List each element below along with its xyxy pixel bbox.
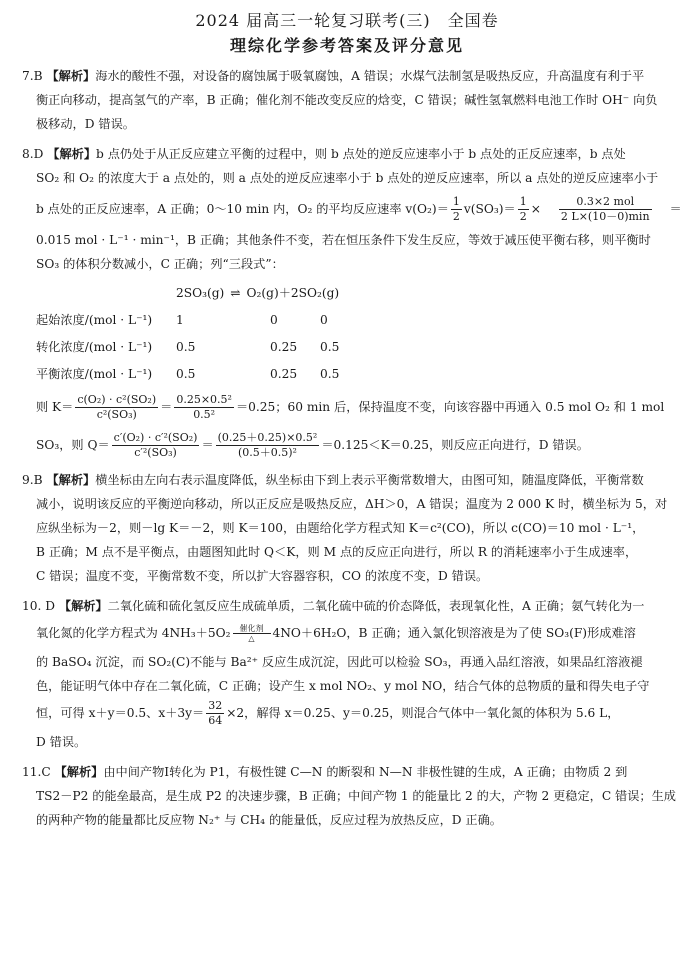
q7-number: 7.B: [22, 69, 43, 83]
exam-title: 2024 届高三一轮复习联考(三) 全国卷: [195, 11, 499, 30]
q9-line2: 减小，说明该反应的平衡逆向移动，所以正反应是吸热反应，ΔH＞0，A 错误；温度为 2 000 K 时，横坐标为 5，对: [36, 497, 668, 511]
q10-line1: 二氧化硫和硫化氢反应生成硫单质，二氧化硫中硫的价态降低，表现氧化性，A 正确；氨气转化为一: [107, 599, 645, 613]
row-label: 平衡浓度/(mol · L⁻¹): [36, 367, 153, 381]
question-11: [22, 760, 676, 832]
question-9: [22, 468, 672, 588]
frac-numerator: c′(O₂) · c′²(SO₂): [113, 431, 198, 444]
answer-key-title: 理综化学参考答案及评分意见: [229, 36, 464, 55]
frac-numerator: 1: [519, 195, 527, 208]
q7-line2: 衡正向移动，提高氢气的产率，B 正确；催化剂不能改变反应的焓变，C 错误；碱性氢氧燃料电池工作时 OH⁻ 向负: [36, 93, 658, 107]
q10-line2: [22, 618, 672, 648]
q8-line5: SO₃ 的体积分数减小，C 正确；列“三段式”：: [36, 257, 284, 271]
q-prefix: SO₃，则 Q＝: [36, 438, 110, 452]
fraction-32-64: [206, 699, 224, 728]
fraction-q-values: [216, 431, 320, 460]
cell-so2: 0: [320, 313, 328, 327]
q9-line5: C 错误；温度不变，平衡常数不变，所以扩大容器容积，CO 的浓度不变，D 错误。: [36, 569, 489, 583]
frac-denominator: (0.5＋0.5)²: [237, 446, 297, 459]
heat-symbol: △: [248, 634, 255, 643]
k-equals: ＝: [160, 400, 173, 414]
cell-so2: 0.5: [320, 367, 340, 381]
q7-line3: 极移动，D 错误。: [36, 117, 135, 131]
q8-line4: 0.015 mol · L⁻¹ · min⁻¹，B 正确；其他条件不变，若在恒压条件下发生反应，等效于减压使平衡右移，则平衡时: [36, 233, 651, 247]
frac-denominator: 2: [519, 210, 527, 223]
q8-q-line: [22, 430, 672, 460]
table-row: [36, 361, 672, 388]
cell-so3: 0.5: [176, 340, 196, 354]
q8-line2: SO₂ 和 O₂ 的浓度大于 a 点处的，则 a 点处的逆反应速率小于 b 点处的逆反应速率，所以 a 点处的逆反应速率小于: [36, 171, 659, 185]
q8-line3-times: ×: [530, 202, 541, 216]
eq-reactant: 2SO₃(g): [176, 286, 225, 300]
k-prefix: 则 K＝: [36, 400, 74, 414]
frac-numerator: 1: [452, 195, 460, 208]
eq-arrow: ⇌: [230, 286, 241, 300]
question-8: [22, 142, 682, 460]
q10-line2-part2: 4NO＋6H₂O，B 正确；通入氯化钡溶液是为了使 SO₃(F)形成难溶: [272, 626, 636, 640]
row-label: 转化浓度/(mol · L⁻¹): [36, 340, 153, 354]
q9-line4: B 正确；M 点不是平衡点，由题图知此时 Q＜K，则 M 点的反应正向进行，所以 R 的消耗速率小于生成速率，: [36, 545, 638, 559]
q11-line2: TS2－P2 的能垒最高，是生成 P2 的决速步骤，B 正确；中间产物 1 的能量比 2 的大，产物 2 更稳定，C 错误；生成: [36, 789, 676, 803]
fraction-half-1: [451, 195, 462, 224]
q10-line6: D 错误。: [36, 735, 87, 749]
table-row: [36, 307, 672, 334]
equilibrium-equation: [36, 280, 672, 307]
frac-numerator: (0.25＋0.25)×0.5²: [217, 431, 318, 444]
frac-denominator: 0.5²: [193, 408, 216, 421]
three-stage-table: [22, 280, 672, 388]
catalyst-arrow: [233, 624, 271, 643]
k-suffix: ＝0.25；60 min 后，保持温度不变，向该容器中再通入 0.5 mol O₂ 和 1 mol: [235, 400, 665, 414]
q7-line1: 海水的酸性不强，对设备的腐蚀属于吸氧腐蚀，A 错误；水煤气法制氢是吸热反应，升高温度有利于平: [95, 69, 645, 83]
question-7: [22, 64, 672, 136]
frac-numerator: c(O₂) · c²(SO₂): [77, 393, 157, 406]
frac-denominator: c²(SO₃): [96, 408, 137, 421]
eq-products: O₂(g)＋2SO₂(g): [246, 286, 340, 300]
q10-line5-part1: 恒，可得 x＋y＝0.5、x＋3y＝: [36, 706, 205, 720]
table-row: [36, 334, 672, 361]
q10-line5-part2: ×2，解得 x＝0.25、y＝0.25，则混合气体中一氧化氮的体积为 5.6 L，: [226, 706, 620, 720]
fraction-q-expression: [112, 431, 200, 460]
q10-number: 10. D: [22, 599, 56, 613]
q8-tag: 【解析】: [47, 147, 97, 161]
q10-line2-part1: 氧化氮的化学方程式为 4NH₃＋5O₂: [36, 626, 231, 640]
q10-line4: 色，能证明气体中存在二氧化硫，C 正确；设产生 x mol NO₂、y mol NO，结合气体的总物质的量和得失电子守: [36, 679, 650, 693]
fraction-k-expression: [75, 393, 158, 422]
cell-o2: 0: [270, 313, 278, 327]
q8-k-line: [22, 392, 672, 422]
cell-so3: 1: [176, 313, 184, 327]
q11-line1: 由中间产物Ⅰ转化为 P1，有极性键 C—N 的断裂和 N—N 非极性键的生成，A 正确；由物质 2 到: [103, 765, 628, 779]
q10-line3: 的 BaSO₄ 沉淀，而 SO₂(C)不能与 Ba²⁺ 反应生成沉淀，因此可以检验 SO₃，再通入品红溶液，如果品红溶液褪: [36, 655, 643, 669]
q8-line3-part2: v(SO₃)＝: [463, 202, 516, 216]
frac-numerator: 0.25×0.5²: [176, 393, 232, 406]
fraction-rate: [559, 195, 652, 224]
frac-denominator: c′²(SO₃): [134, 446, 177, 459]
q9-number: 9.B: [22, 473, 43, 487]
q11-line3: 的两种产物的能量都比反应物 N₂⁺ 与 CH₄ 的能量低，反应过程为放热反应，D 正确。: [36, 813, 502, 827]
frac-numerator: 32: [208, 699, 223, 712]
fraction-k-values: [174, 393, 234, 422]
cell-so2: 0.5: [320, 340, 340, 354]
frac-denominator: 64: [208, 714, 223, 727]
q11-tag: 【解析】: [54, 765, 104, 779]
q7-tag: 【解析】: [46, 69, 96, 83]
catalyst-label: 催化剂: [239, 624, 264, 633]
q8-line3-part1: b 点处的正反应速率，A 正确；0～10 min 内，O₂ 的平均反应速率 v(O₂)＝: [36, 202, 449, 216]
frac-numerator: 0.3×2 mol: [559, 195, 652, 210]
row-label: 起始浓度/(mol · L⁻¹): [36, 313, 153, 327]
q11-number: 11.C: [22, 765, 51, 779]
q8-number: 8.D: [22, 147, 44, 161]
q8-line3-equals: ＝: [669, 202, 682, 216]
cell-o2: 0.25: [270, 367, 298, 381]
q10-line5: [22, 698, 672, 728]
frac-denominator: 2 L×(10－0)min: [560, 210, 650, 223]
q9-line3: 应纵坐标为－2，则－lg K＝－2，则 K＝100，由题给化学方程式知 K＝c²(CO)，所以 c(CO)＝10 mol · L⁻¹，: [36, 521, 645, 535]
q-equals: ＝: [201, 438, 214, 452]
frac-denominator: 2: [452, 210, 460, 223]
q8-rate-line: [22, 194, 682, 224]
fraction-half-2: [518, 195, 529, 224]
question-10: [22, 594, 672, 754]
q-suffix: ＝0.125＜K＝0.25，则反应正向进行，D 错误。: [321, 438, 589, 452]
q9-tag: 【解析】: [46, 473, 96, 487]
q9-line1: 横坐标由左向右表示温度降低，纵坐标由下到上表示平衡常数增大，由图可知，随温度降低，平衡常数: [95, 473, 644, 487]
q8-line1: b 点仍处于从正反应建立平衡的过程中，则 b 点处的逆反应速率小于 b 点处的正反应速率，b 点处: [96, 147, 626, 161]
cell-so3: 0.5: [176, 367, 196, 381]
q10-tag: 【解析】: [58, 599, 108, 613]
cell-o2: 0.25: [270, 340, 298, 354]
